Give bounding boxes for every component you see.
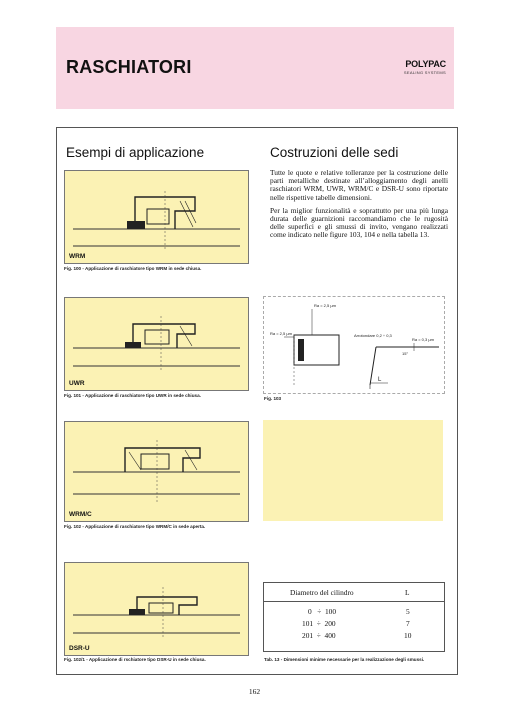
ra-label-right: Ra = 0,3 µm xyxy=(412,337,434,342)
figure-caption: Fig. 100 - Applicazione di raschiatore tipo WRM in sede chiusa. xyxy=(64,266,202,271)
figure-wrm xyxy=(64,170,249,264)
figure-caption: Fig. 102 - Applicazione di raschiatore tipo WRM/C in sede aperta. xyxy=(64,524,206,529)
figure-code: WRM xyxy=(69,253,86,260)
table-13 xyxy=(263,582,445,652)
figure-caption: Fig. 101 - Applicazione di raschiatore tipo UWR in sede chiusa. xyxy=(64,393,201,398)
body-text xyxy=(270,169,448,245)
dsru-drawing xyxy=(65,563,248,655)
section-title-constructions: Costruzioni delle sedi xyxy=(270,145,399,160)
figure-103 xyxy=(263,296,445,394)
figure-dsru xyxy=(64,562,249,656)
table-row-l: 7 xyxy=(406,619,410,628)
logo-name: POLYPAC xyxy=(405,59,446,69)
figure-caption: Fig. 103 xyxy=(264,396,282,401)
header-diameter: Diametro del cilindro xyxy=(290,588,354,597)
figure-code: DSR-U xyxy=(69,645,90,652)
section-title-applications: Esempi di applicazione xyxy=(66,145,205,160)
wrmc-drawing xyxy=(65,422,248,521)
table-row-l: 10 xyxy=(404,631,412,640)
polypac-logo xyxy=(404,59,446,75)
figure-code: WRM/C xyxy=(69,511,92,518)
arrot-label: Arrotondare 0,2 ÷ 0,3 xyxy=(354,333,392,338)
paragraph-2: Per la miglior funzionalità e soprattutto per una più lunga durata delle guarnizioni raccomandiamo che le rugosità delle superfici e gli smussi di invito, vengano realizzati come indicato nelle figure 103, 104 e nella tabella 13. xyxy=(270,205,448,240)
figure-code: UWR xyxy=(69,380,85,387)
wrm-drawing xyxy=(65,171,248,263)
fig103-drawing xyxy=(264,297,444,393)
angle-label: 15° xyxy=(402,351,409,356)
figure-caption: Fig. 102/1 - Applicazione di rschiatore tipo DSR-U in sede chiusa. xyxy=(64,657,206,662)
table-row-range: 0 ÷ 100 xyxy=(308,607,337,616)
table-caption: Tab. 13 - Dimensioni minime necessarie per la realizzazione degli smussi. xyxy=(264,657,425,662)
table-header xyxy=(264,583,444,602)
ra-label-top: Ra = 2,5 µm xyxy=(314,303,336,308)
table-row-range: 101 ÷ 200 xyxy=(302,619,336,628)
logo-subtitle: SEALING SYSTEMS xyxy=(403,70,446,75)
uwr-drawing xyxy=(65,298,248,390)
paragraph-1: Tutte le quote e relative tolleranze per la costruzione delle parti metalliche destinate all’alloggiamento degli anelli raschiatori WRM, UWR, WRM/C e DSR-U sono riportate nelle rispettive tabelle dimensioni. xyxy=(270,168,448,202)
ra-label-left: Ra = 2,5 µm xyxy=(270,331,292,336)
header-band xyxy=(56,27,454,109)
l-label: L xyxy=(378,377,382,383)
header-l: L xyxy=(405,588,410,597)
figure-104-placeholder xyxy=(263,420,443,521)
figure-uwr xyxy=(64,297,249,391)
table-row-range: 201 ÷ 400 xyxy=(302,631,336,640)
table-row-l: 5 xyxy=(406,607,410,616)
page-title: RASCHIATORI xyxy=(66,57,192,77)
figure-wrmc xyxy=(64,421,249,522)
page-number: 162 xyxy=(248,687,261,696)
